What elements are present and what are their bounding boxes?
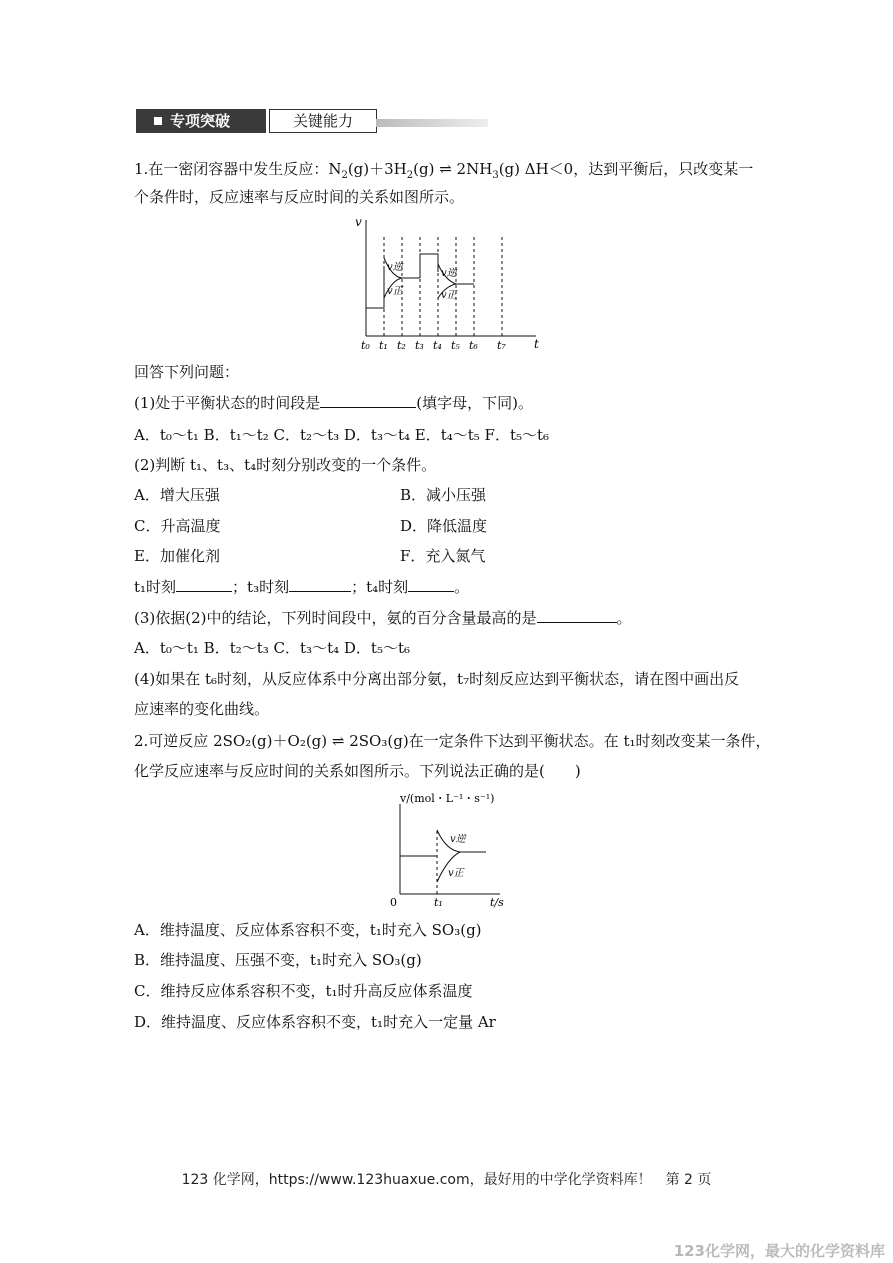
v-rev-label: v逆 — [450, 834, 466, 845]
section-header — [136, 109, 488, 135]
q1-p2-option-f: F．充入氮气 — [400, 547, 486, 565]
y-axis-label: v/(mol・L⁻¹・s⁻¹) — [400, 792, 495, 805]
q1-part1-options: A．t₀～t₁ B．t₁～t₂ C．t₂～t₃ D．t₃～t₄ E．t₄～t₅ F．t₅～t₆ — [134, 426, 550, 444]
x-axis-label: t/s — [490, 896, 504, 909]
q1-part4-line1: (4)如果在 t₆时刻，从反应体系中分离出部分氨，t₇时刻反应达到平衡状态，请在图中画出反 — [134, 670, 740, 688]
q1-part3-options: A．t₀～t₁ B．t₂～t₃ C．t₃～t₄ D．t₅～t₆ — [134, 639, 410, 657]
q1-p2-option-e: E．加催化剂 — [134, 547, 220, 565]
v-rev-label-1: v逆 — [387, 262, 403, 273]
rate-segment-t0-t1 — [366, 266, 384, 308]
rate-segment-t3 — [420, 254, 438, 278]
q1-part3: (3)依据(2)中的结论，下列时间段中，氨的百分含量最高的是 。 — [134, 609, 632, 627]
page-footer: 123 化学网，https://www.123huaxue.com，最好用的中学化学资料库！ 第 2 页 — [181, 1172, 712, 1188]
square-icon — [154, 117, 162, 125]
t1-tick-label: t₁ — [434, 896, 443, 909]
q2-option-b: B．维持温度、压强不变，t₁时充入 SO₃(g) — [134, 951, 422, 969]
tick-labels — [361, 339, 506, 352]
section-title-box — [136, 109, 266, 133]
q2-option-a: A．维持温度、反应体系容积不变，t₁时充入 SO₃(g) — [134, 921, 482, 939]
q2-option-c: C．维持反应体系容积不变，t₁时升高反应体系温度 — [134, 982, 473, 1000]
section-decoration — [376, 119, 488, 127]
v-rev-label-2: v逆 — [441, 268, 457, 279]
q1-part2-fill: t₁时刻 ；t₃时刻 ；t₄时刻 。 — [134, 578, 470, 596]
x-axis-label: t — [534, 337, 539, 351]
q2-option-d: D．维持温度、反应体系容积不变，t₁时充入一定量 Ar — [134, 1013, 496, 1031]
section-title: 专项突破 — [170, 112, 231, 130]
q1-p2-option-d: D．降低温度 — [400, 517, 488, 535]
q2-line2: 化学反应速率与反应时间的关系如图所示。下列说法正确的是( ) — [134, 762, 581, 780]
v-fwd-label-1: v正 — [387, 286, 403, 297]
q2-rate-time-chart — [360, 788, 520, 910]
tick-label-5: t₅ — [451, 339, 460, 352]
tick-label-3: t₃ — [415, 339, 424, 352]
answer-blank-t3[interactable] — [289, 577, 351, 592]
q1-rate-time-chart — [350, 212, 550, 354]
q1-p2-option-c: C．升高温度 — [134, 517, 221, 535]
tick-label-4: t₄ — [433, 339, 442, 352]
answer-blank-t4[interactable] — [408, 577, 454, 592]
tick-label-2: t₂ — [397, 339, 406, 352]
v-fwd-label-2: v正 — [441, 290, 457, 301]
answer-blank-3[interactable] — [537, 608, 617, 623]
q1-line1: 1.在一密闭容器中发生反应：$N_2(g)+3H_2(g)$ ⇌ $2NH_3(g)$ ΔH＜0，达到平衡后，只改变某一 — [134, 160, 754, 181]
origin-label: 0 — [390, 896, 397, 909]
answer-prompt: 回答下列问题： — [134, 363, 240, 381]
y-axis-label: v — [355, 215, 362, 229]
tick-label-6: t₆ — [469, 339, 478, 352]
q1-p2-option-a: A．增大压强 — [134, 486, 220, 504]
watermark: 123化学网，最大的化学资料库 — [673, 1242, 885, 1260]
answer-blank-1[interactable] — [320, 393, 416, 408]
q1-part2: (2)判断 t₁、t₃、t₄时刻分别改变的一个条件。 — [134, 456, 437, 474]
section-subtitle: 关键能力 — [269, 109, 377, 133]
q1-line2: 个条件时，反应速率与反应时间的关系如图所示。 — [134, 188, 465, 206]
answer-blank-t1[interactable] — [176, 577, 232, 592]
tick-label-0: t₀ — [361, 339, 370, 352]
q1-part4-line2: 应速率的变化曲线。 — [134, 700, 270, 718]
q1-part1: (1)处于平衡状态的时间段是 (填字母，下同)。 — [134, 394, 533, 412]
q2-line1: 2.可逆反应 2SO₂(g)＋O₂(g) ⇌ 2SO₃(g)在一定条件下达到平衡状态。在 t₁时刻改变某一条件， — [134, 732, 771, 750]
time-dashes — [384, 234, 502, 336]
q1-p2-option-b: B．减小压强 — [400, 486, 487, 504]
v-fwd-label: v正 — [448, 868, 464, 879]
tick-label-7: t₇ — [497, 339, 506, 352]
tick-label-1: t₁ — [379, 339, 388, 352]
